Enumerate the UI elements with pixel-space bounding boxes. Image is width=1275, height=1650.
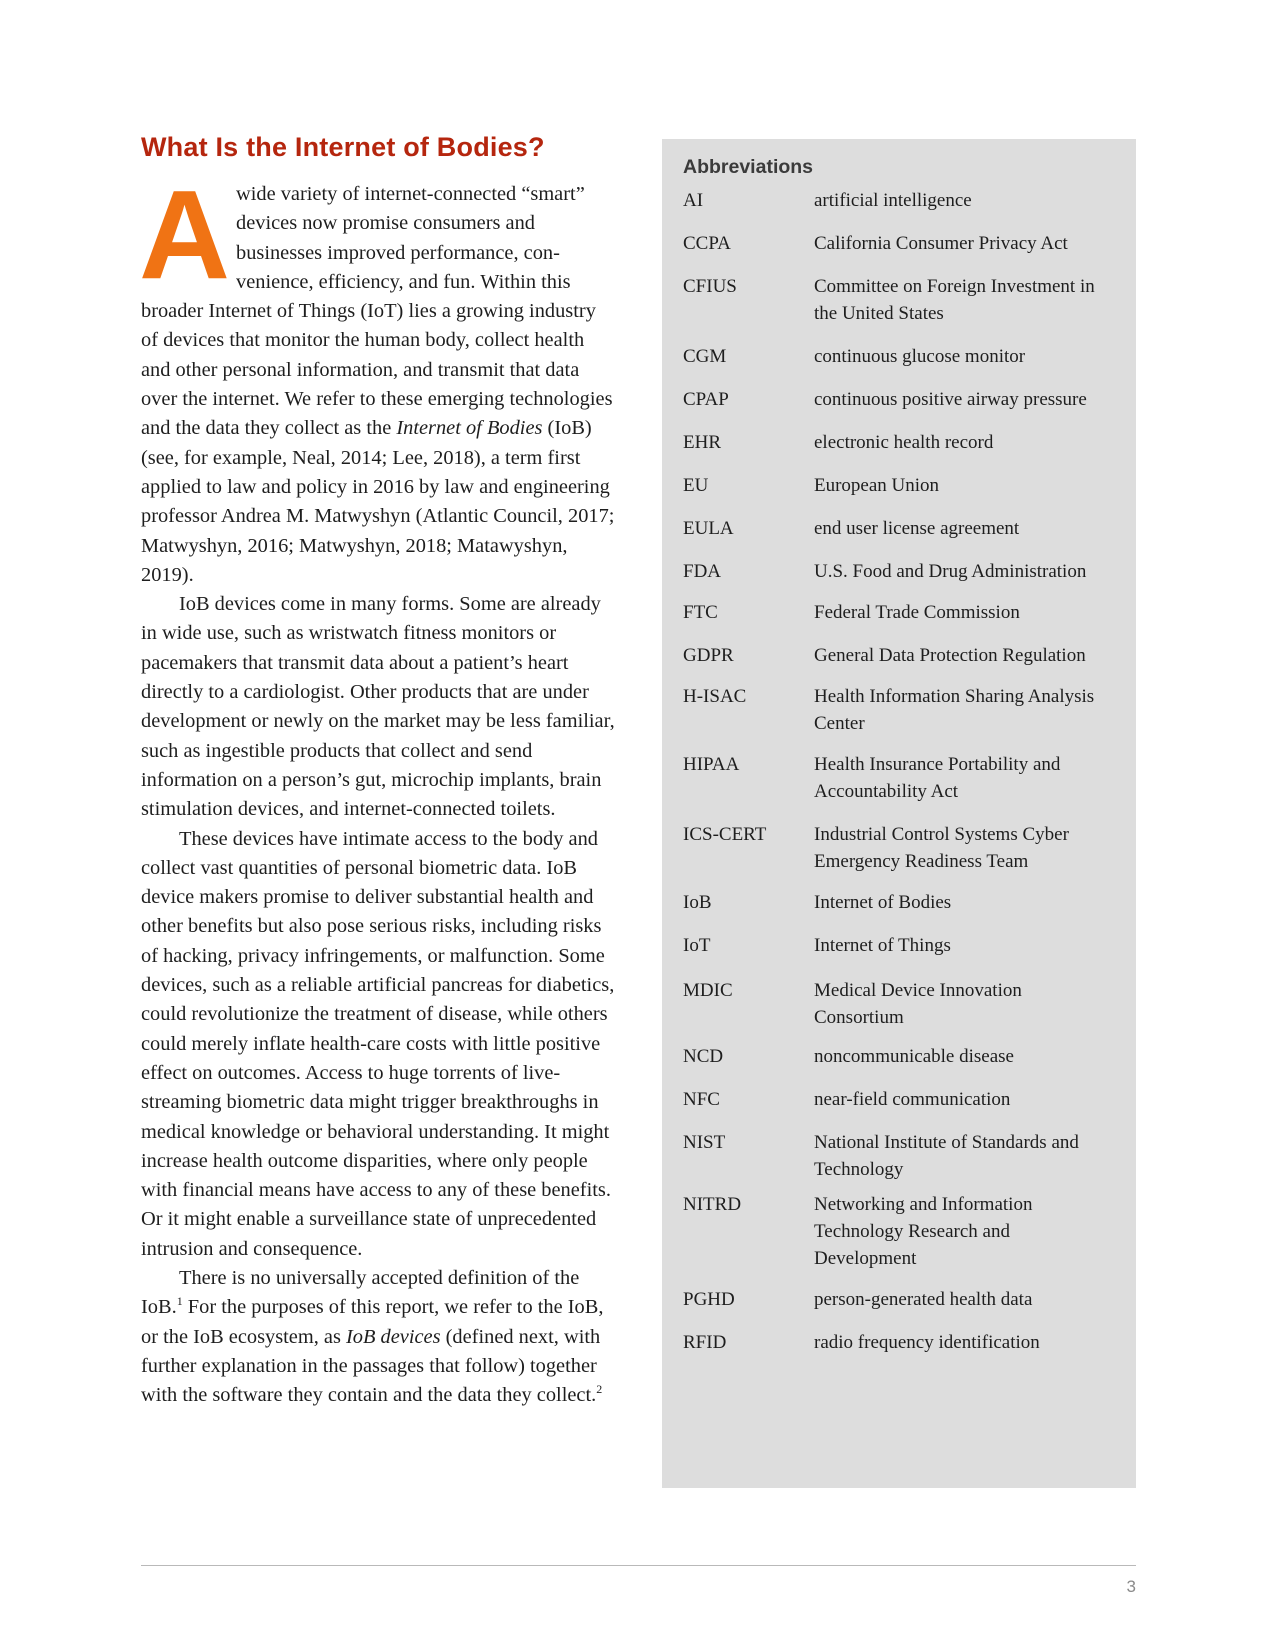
abbreviation-definition: Health Insurance Portability and Accountability Act bbox=[814, 754, 1061, 802]
abbreviation-term: NIST bbox=[683, 1132, 726, 1153]
abbreviation-term: EULA bbox=[683, 518, 734, 539]
abbreviation-row bbox=[683, 558, 1116, 585]
abbreviation-definition: radio frequency identification bbox=[814, 1332, 1040, 1353]
abbreviation-definition: Industrial Control Systems Cyber Emergency Readiness Team bbox=[814, 824, 1069, 872]
abbreviation-definition: noncommunicable disease bbox=[814, 1046, 1014, 1067]
abbreviation-term: CPAP bbox=[683, 389, 729, 410]
abbreviation-term: H-ISAC bbox=[683, 686, 747, 707]
abbreviation-row bbox=[683, 273, 1116, 327]
abbreviation-definition: near-field communication bbox=[814, 1089, 1011, 1110]
abbreviation-row bbox=[683, 472, 1116, 499]
page-title: What Is the Internet of Bodies? bbox=[141, 132, 545, 162]
abbreviation-definition: Internet of Things bbox=[814, 935, 951, 956]
abbreviation-term: AI bbox=[683, 190, 704, 211]
abbreviation-row bbox=[683, 642, 1116, 669]
abbreviation-row bbox=[683, 889, 1116, 916]
abbreviation-definition: artificial intelligence bbox=[814, 190, 972, 211]
abbreviation-definition: electronic health record bbox=[814, 432, 994, 453]
abbreviation-row bbox=[683, 977, 1116, 1031]
paragraph-4-text-b: For the purposes of this report, we refer to the IoB, or the IoB ecosystem, as bbox=[141, 1296, 604, 1348]
abbreviations-sidebar bbox=[662, 139, 1136, 1488]
internet-of-bodies-term: Internet of Bodies bbox=[396, 417, 543, 440]
paragraph-2: IoB devices come in many forms. Some are already in wide use, such as wristwatch fitness monitors or pacemakers that transmit data about a patient’s heart directly to a cardiologist. Other products that are under development or newly on the market may be less familiar, such as ingestible products that collect and send information on a person’s gut, microchip implants, brain stimulation devices, and internet-connected toilets. bbox=[141, 593, 615, 821]
abbreviation-term: CFIUS bbox=[683, 276, 737, 297]
abbreviation-row bbox=[683, 683, 1116, 737]
abbreviation-term: ICS-CERT bbox=[683, 824, 767, 845]
abbreviation-row bbox=[683, 386, 1116, 413]
abbreviation-definition: continuous positive airway pressure bbox=[814, 389, 1087, 410]
footnote-ref-2[interactable]: 2 bbox=[596, 1382, 603, 1397]
abbreviation-row bbox=[683, 1329, 1116, 1356]
abbreviation-definition: Internet of Bodies bbox=[814, 892, 952, 913]
abbreviation-definition: Committee on Foreign Investment in the United States bbox=[814, 276, 1095, 324]
iob-devices-term: IoB devices bbox=[346, 1325, 441, 1348]
abbreviation-term: EHR bbox=[683, 432, 721, 453]
abbreviation-row bbox=[683, 230, 1116, 257]
abbreviation-definition: U.S. Food and Drug Administration bbox=[814, 561, 1087, 582]
page-number: 3 bbox=[1126, 1577, 1136, 1596]
abbreviation-term: NITRD bbox=[683, 1194, 742, 1215]
abbreviation-definition: National Institute of Standards and Technology bbox=[814, 1132, 1079, 1180]
abbreviation-row bbox=[683, 821, 1116, 875]
abbreviation-term: RFID bbox=[683, 1332, 727, 1353]
abbreviation-definition: Health Information Sharing Analysis Center bbox=[814, 686, 1095, 734]
abbreviation-definition: Federal Trade Commission bbox=[814, 602, 1020, 623]
paragraph-4-text-a: There is no universally accepted definition of the IoB. bbox=[141, 1266, 580, 1319]
abbreviation-definition: General Data Protection Regulation bbox=[814, 645, 1086, 666]
abbreviation-row bbox=[683, 1043, 1116, 1070]
abbreviation-term: CGM bbox=[683, 346, 727, 367]
paragraph-1-text-a: wide variety of internet-connected “smart” devices now promise consumers and businesses improved performance, convenience, efficiency, and fun. Within this broader Internet of Things (IoT) lies a growing industry of devices that monitor the human body, collect health and other personal information, and transmit that data over the internet. We refer to these emerging technologies and the data they collect as the bbox=[141, 183, 613, 440]
article-body bbox=[139, 164, 616, 1410]
abbreviation-definition: European Union bbox=[814, 475, 940, 496]
abbreviation-term: NFC bbox=[683, 1089, 720, 1110]
abbreviation-row bbox=[683, 1129, 1116, 1183]
sidebar-title: Abbreviations bbox=[683, 156, 814, 178]
abbreviation-term: MDIC bbox=[683, 980, 733, 1001]
abbreviation-row bbox=[683, 751, 1116, 805]
paragraph-3: These devices have intimate access to the body and collect vast quantities of personal biometric data. IoB device makers promise to deliver substantial health and other benefits but also pose serious risks, including risks of hacking, privacy infringements, or malfunction. Some devices, such as a reliable artificial pancreas for diabetics, could revolutionize the treatment of disease, while others could merely inflate health-care costs with little positive effect on outcomes. Access to huge torrents of live-streaming biometric data might trigger breakthroughs in medical knowledge or behavioral understanding. It might increase health outcome disparities, where only people with financial means have access to any of these benefits. Or it might enable a surveillance state of unprecedented intrusion and consequence. bbox=[141, 827, 615, 1260]
footer-divider bbox=[141, 1565, 1136, 1566]
abbreviation-definition: continuous glucose monitor bbox=[814, 346, 1026, 367]
abbreviation-definition: person-generated health data bbox=[814, 1289, 1033, 1310]
abbreviation-term: FTC bbox=[683, 602, 718, 623]
abbreviation-row bbox=[683, 599, 1116, 626]
abbreviation-row bbox=[683, 515, 1116, 542]
abbreviation-definition: California Consumer Privacy Act bbox=[814, 233, 1068, 254]
paragraph-1 bbox=[139, 164, 616, 590]
abbreviation-term: CCPA bbox=[683, 233, 731, 254]
abbreviation-definition: Networking and Information Technology Research and Development bbox=[814, 1194, 1033, 1269]
abbreviation-term: PGHD bbox=[683, 1289, 735, 1310]
abbreviation-row bbox=[683, 1191, 1116, 1272]
paragraph-4 bbox=[141, 1264, 616, 1410]
abbreviation-row bbox=[683, 1286, 1116, 1313]
abbreviation-term: IoT bbox=[683, 935, 711, 956]
drop-cap: A bbox=[139, 164, 230, 305]
paragraph-1-text-b: (IoB) (see, for example, Neal, 2014; Lee, 2018), a term first applied to law and policy in 2016 by law and engineering professor Andrea M. Matwyshyn (Atlantic Council, 2017; Matwyshyn, 2016; Matwyshyn, 2018; Matawyshyn, 2019). bbox=[141, 417, 615, 586]
abbreviation-definition: end user license agreement bbox=[814, 518, 1020, 539]
abbreviation-row bbox=[683, 343, 1116, 370]
abbreviation-term: IoB bbox=[683, 892, 712, 913]
paragraph-4-text-c: (defined next, with further explanation in the passages that follow) together with the software they contain and the data they collect. bbox=[141, 1325, 601, 1407]
abbreviation-row bbox=[683, 932, 1116, 959]
abbreviation-definition: Medical Device Innovation Consortium bbox=[814, 980, 1022, 1028]
abbreviation-row bbox=[683, 429, 1116, 456]
abbreviation-row bbox=[683, 187, 1116, 214]
abbreviation-term: FDA bbox=[683, 561, 722, 582]
abbreviation-term: NCD bbox=[683, 1046, 724, 1067]
abbreviation-term: GDPR bbox=[683, 645, 734, 666]
abbreviation-row bbox=[683, 1086, 1116, 1113]
footnote-ref-1[interactable]: 1 bbox=[176, 1294, 183, 1309]
abbreviation-term: EU bbox=[683, 475, 709, 496]
abbreviation-term: HIPAA bbox=[683, 754, 740, 775]
abbreviations-list bbox=[683, 187, 1116, 1356]
